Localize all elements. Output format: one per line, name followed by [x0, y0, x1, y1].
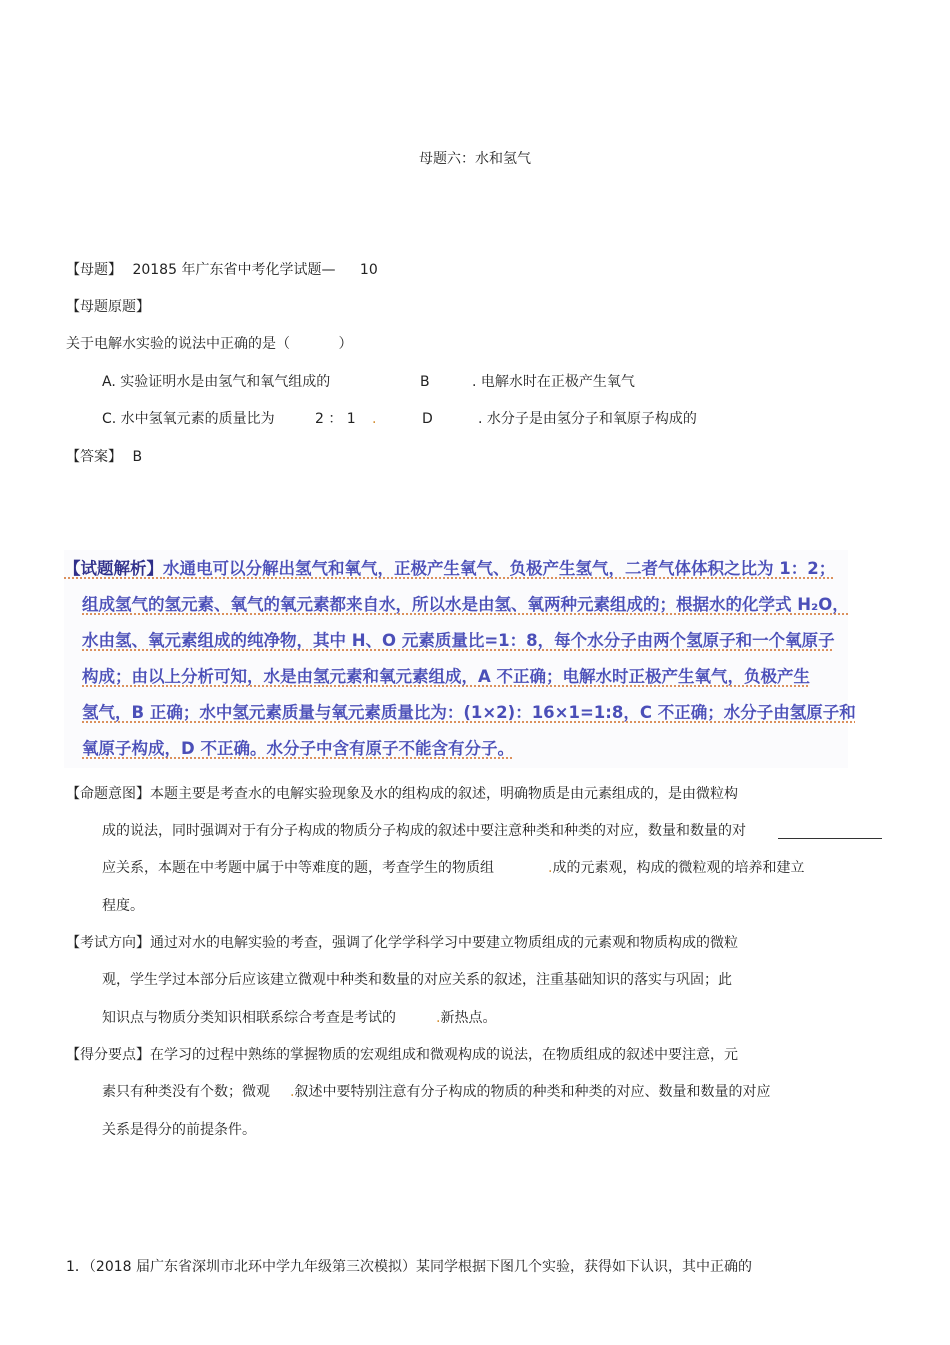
option-d-letter: D [422, 411, 433, 427]
next-question: 1．（2018 届广东省深圳市北环中学九年级第三次模拟）某同学根据下图几个实验，获得如下认识，其中正确的 [66, 1259, 752, 1275]
option-d-text: . 水分子是由氢分子和氧原子构成的 [478, 411, 697, 427]
analysis-line-4: 构成；由以上分析可知，水是由氢元素和氧元素组成，A 不正确；电解水时正极产生氧气，负极产生 [82, 667, 811, 686]
answer-value: B [132, 449, 143, 465]
option-c: C. 水中氢氧元素的质量比为 [102, 411, 275, 427]
intent-line-1: 【命题意图】本题主要是考查水的电解实验现象及水的组构成的叙述，明确物质是由元素组成的，是由微粒构 [66, 786, 738, 802]
original-label: 【母题原题】 [66, 299, 150, 315]
points-line-1: 【得分要点】在学习的过程中熟练的掌握物质的宏观组成和微观构成的说法，在物质组成的叙述中要注意，元 [66, 1047, 738, 1063]
analysis-tag: 【试题解析】 [64, 559, 163, 578]
intent-line-4: 程度。 [102, 898, 144, 914]
question-stem-close: ） [338, 336, 353, 352]
option-c-ratio: 2 ： 1 [315, 411, 356, 427]
source-line [66, 260, 378, 280]
points-label: 【得分要点】 [66, 1047, 150, 1063]
source-label: 【母题】 [66, 262, 122, 278]
points-line-2: 素只有种类没有个数；微观 .叙述中要特别注意有分子构成的物质的种类和种类的对应、数量和数量的对应 [102, 1084, 771, 1100]
points-line-3: 关系是得分的前提条件。 [102, 1122, 256, 1138]
intent-line-3: 应关系，本题在中考题中属于中等难度的题，考查学生的物质组 .成的元素观，构成的微粒观的培养和建立 [102, 860, 805, 876]
analysis-line-6: 氧原子构成，D 不正确。水分子中含有原子不能含有分子。 [82, 739, 514, 758]
analysis-line-3: 水由氢、氧元素组成的纯净物，其中 H、O 元素质量比=1：8，每个水分子由两个氢原子和一个氧原子 [82, 631, 835, 650]
option-b-text: . 电解水时在正极产生氧气 [472, 374, 635, 390]
direction-label: 【考试方向】 [66, 935, 150, 951]
intent-line-2: 成的说法，同时强调对于有分子构成的物质分子构成的叙述中要注意种类和种类的对应，数量和数量的对 [102, 823, 746, 839]
analysis-line-2: 组成氢气的氢元素、氧气的氧元素都来自水，所以水是由氢、氧两种元素组成的；根据水的化学式 H₂O， [82, 595, 849, 614]
direction-line-3: 知识点与物质分类知识相联系综合考查是考试的 .新热点。 [102, 1010, 497, 1026]
option-b-letter: B [420, 374, 430, 390]
page-title: 母题六：水和氢气 [419, 151, 531, 167]
question-stem-text: 关于电解水实验的说法中正确的是（ [66, 336, 290, 352]
source-number: 10 [359, 262, 378, 278]
answer-line [66, 447, 142, 467]
underline-rule [778, 838, 882, 839]
intent-label: 【命题意图】 [66, 786, 150, 802]
option-a: A. 实验证明水是由氢气和氧气组成的 [102, 374, 331, 390]
analysis-line-1: 【试题解析】水通电可以分解出氢气和氧气，正极产生氧气、负极产生氢气，二者气体体积之比为 1：2； [64, 559, 836, 578]
answer-label: 【答案】 [66, 449, 122, 465]
source-text: 20185 年广东省中考化学试题— [132, 262, 336, 278]
analysis-line-5: 氢气，B 正确；水中氢元素质量与氧元素质量比为：(1×2)：16×1=1:8，C 不正确；水分子由氢原子和 [82, 703, 856, 722]
direction-line-2: 观，学生学过本部分后应该建立微观中种类和数量的对应关系的叙述，注重基础知识的落实与巩固；此 [102, 972, 732, 988]
analysis-image [64, 550, 856, 768]
question-stem [66, 334, 352, 354]
option-c-dot: . [372, 411, 377, 427]
direction-line-1: 【考试方向】通过对水的电解实验的考查，强调了化学学科学习中要建立物质组成的元素观和物质构成的微粒 [66, 935, 738, 951]
